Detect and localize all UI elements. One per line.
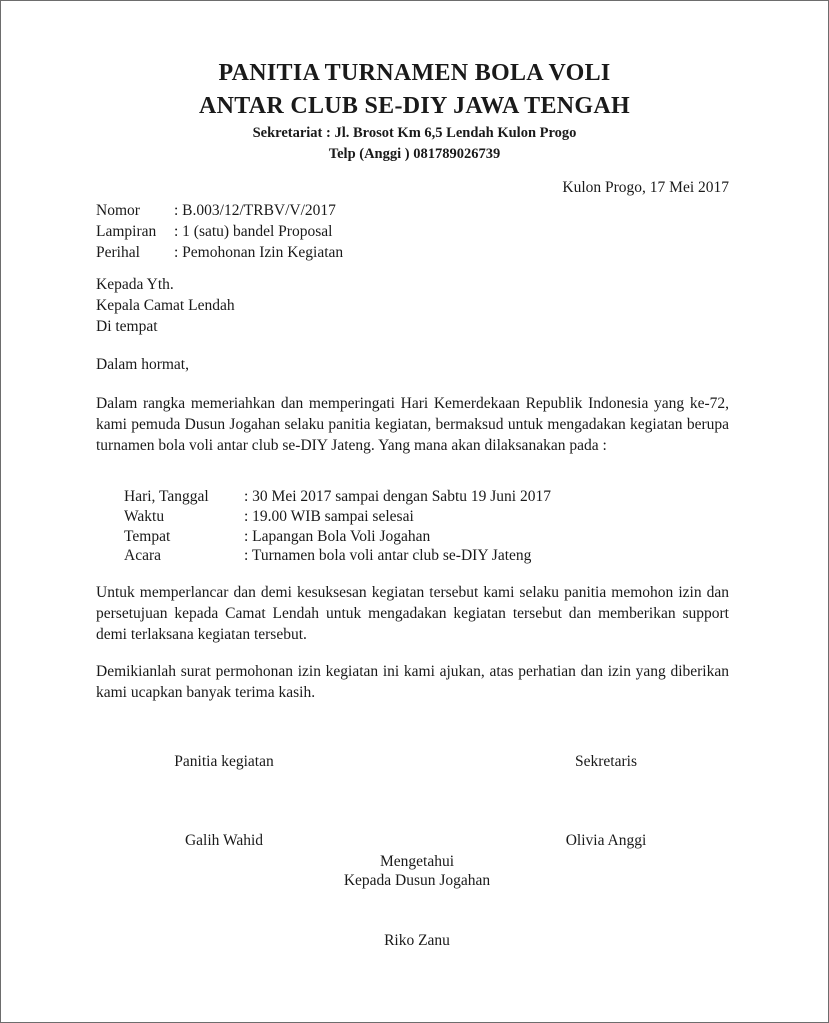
- letter-date: Kulon Progo, 17 Mei 2017: [562, 179, 729, 196]
- letterhead-title-line1: PANITIA TURNAMEN BOLA VOLI: [218, 60, 611, 86]
- detail-value: : Turnamen bola voli antar club se-DIY Jateng: [244, 547, 532, 564]
- greeting: Dalam hormat,: [96, 356, 189, 373]
- signature-name-right: Olivia Anggi: [565, 832, 647, 849]
- detail-value: : 19.00 WIB sampai selesai: [244, 508, 414, 525]
- signature-role-left: Panitia kegiatan: [174, 753, 274, 770]
- request-paragraph: Untuk memperlancar dan demi kesuksesan kegiatan tersebut kami selaku panitia memohon izin dan persetujuan kepada Camat Lendah untuk mengadakan kegiatan tersebut dan memberikan support demi terlaksana kegiatan tersebut.: [96, 584, 729, 643]
- detail-label: Tempat: [124, 528, 171, 545]
- letterhead-title-line2: ANTAR CLUB SE-DIY JAWA TENGAH: [199, 93, 630, 119]
- recipient-line: Kepala Camat Lendah: [96, 297, 235, 314]
- signature-name-left: Galih Wahid: [184, 832, 264, 849]
- detail-label: Acara: [124, 547, 161, 564]
- letterhead-phone: Telp (Anggi ) 081789026739: [328, 146, 501, 162]
- meta-label: Nomor: [96, 202, 140, 219]
- acknowledged-by: Kepada Dusun Jogahan: [343, 872, 491, 889]
- acknowledged-name: Riko Zanu: [384, 932, 450, 949]
- meta-label: Perihal: [96, 244, 140, 261]
- closing-paragraph: Demikianlah surat permohonan izin kegiatan ini kami ajukan, atas perhatian dan izin yang diberikan kami ucapkan banyak terima kasih.: [96, 663, 729, 701]
- meta-value: : 1 (satu) bandel Proposal: [174, 223, 333, 240]
- meta-value: : B.003/12/TRBV/V/2017: [174, 202, 336, 219]
- detail-label: Hari, Tanggal: [124, 488, 209, 505]
- detail-value: : 30 Mei 2017 sampai dengan Sabtu 19 Juni 2017: [244, 488, 551, 505]
- detail-value: : Lapangan Bola Voli Jogahan: [244, 528, 431, 545]
- meta-value: : Pemohonan Izin Kegiatan: [174, 244, 344, 261]
- meta-label: Lampiran: [96, 223, 157, 240]
- acknowledged-label: Mengetahui: [379, 853, 455, 870]
- recipient-line: Kepada Yth.: [96, 276, 174, 293]
- recipient-line: Di tempat: [96, 318, 158, 335]
- detail-label: Waktu: [124, 508, 165, 525]
- signature-role-right: Sekretaris: [575, 753, 637, 770]
- letterhead-secretariat: Sekretariat : Jl. Brosot Km 6,5 Lendah Kulon Progo: [252, 125, 577, 141]
- intro-paragraph: Dalam rangka memeriahkan dan memperingati Hari Kemerdekaan Republik Indonesia yang ke-72, kami pemuda Dusun Jogahan selaku panitia kegiatan, bermaksud untuk mengadakan kegiatan berupa turnamen bola voli antar club se-DIY Jateng. Yang mana akan dilaksanakan pada :: [96, 395, 729, 454]
